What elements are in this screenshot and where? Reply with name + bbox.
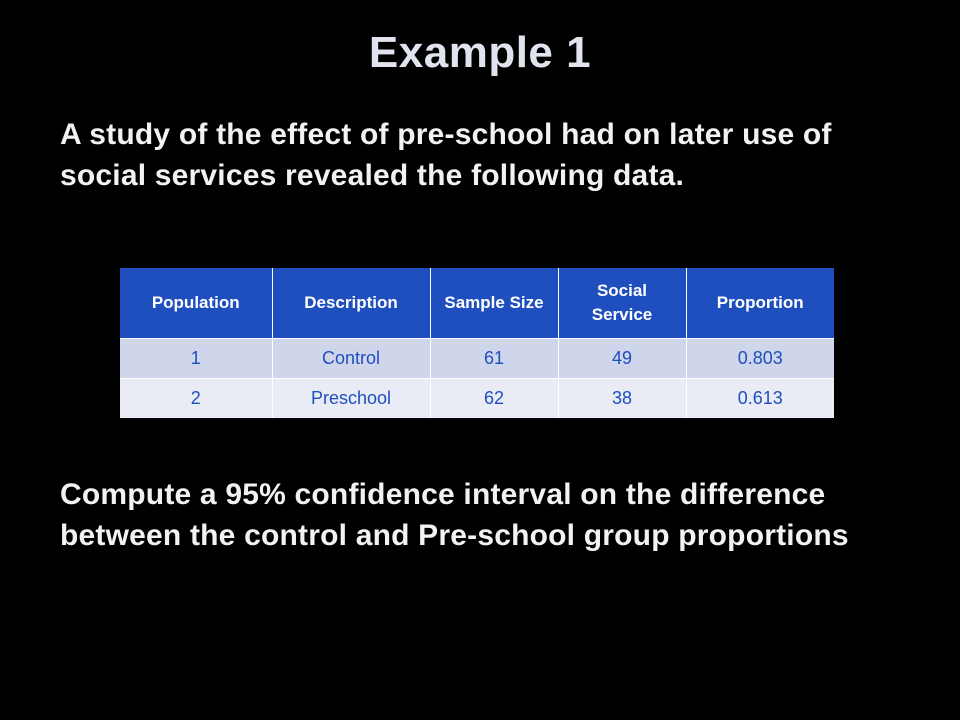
question-paragraph: Compute a 95% confidence interval on the difference between the control and Pre-school group proportions (60, 478, 849, 552)
cell-sample-size: 61 (430, 339, 558, 379)
cell-sample-size: 62 (430, 379, 558, 419)
cell-description: Control (272, 339, 430, 379)
cell-population: 2 (120, 379, 272, 419)
data-table-container (120, 268, 834, 418)
cell-social-service: 49 (558, 339, 686, 379)
header-social-service: Social Service (558, 268, 686, 339)
cell-social-service: 38 (558, 379, 686, 419)
table-row (120, 379, 834, 419)
cell-proportion: 0.803 (686, 339, 834, 379)
intro-paragraph: A study of the effect of pre-school had on later use of social services revealed the following data. (60, 118, 832, 192)
cell-description: Preschool (272, 379, 430, 419)
header-population: Population (120, 268, 272, 339)
cell-proportion: 0.613 (686, 379, 834, 419)
table-row (120, 339, 834, 379)
slide-title: Example 1 (368, 28, 592, 77)
cell-population: 1 (120, 339, 272, 379)
data-table (120, 268, 834, 418)
header-proportion: Proportion (686, 268, 834, 339)
table-header-row (120, 268, 834, 339)
header-description: Description (272, 268, 430, 339)
header-sample-size: Sample Size (430, 268, 558, 339)
